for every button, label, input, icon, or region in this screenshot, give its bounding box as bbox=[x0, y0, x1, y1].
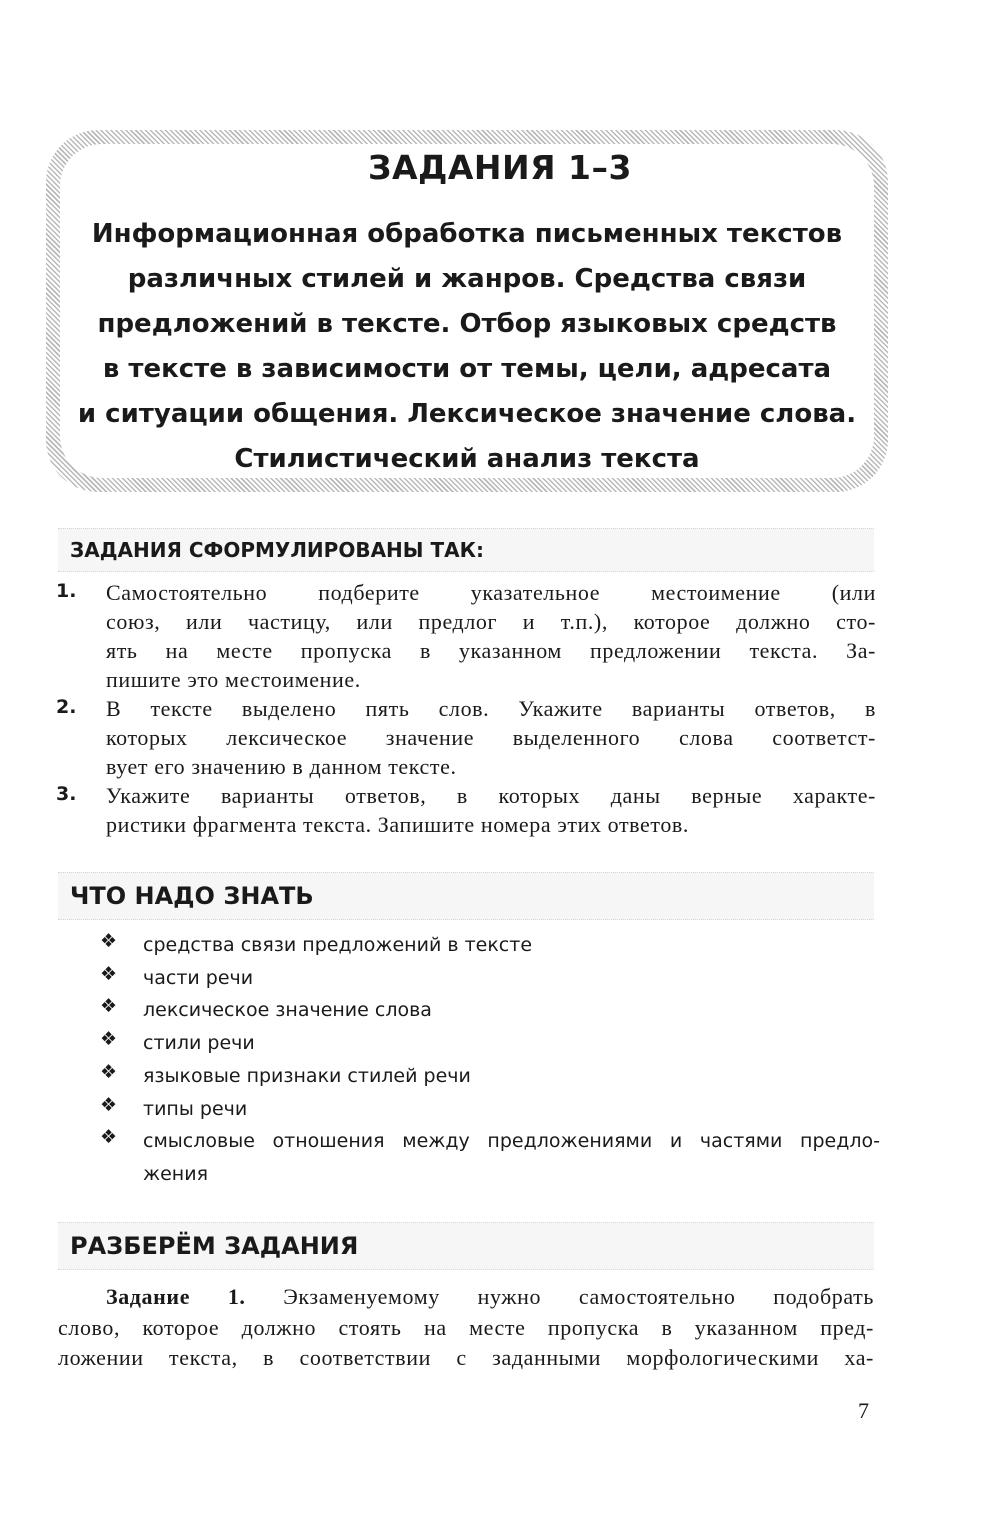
item-text bbox=[106, 694, 876, 781]
item-number: 3. bbox=[56, 783, 77, 805]
diamond-bullet-icon: ❖ bbox=[100, 962, 118, 985]
section-heading: РАЗБЕРЁМ ЗАДАНИЯ bbox=[70, 1232, 359, 1260]
bullet-text: стили речи bbox=[143, 1032, 255, 1055]
item-text bbox=[106, 781, 876, 839]
bullet-text: жения bbox=[143, 1162, 209, 1185]
section-header-need-to-know bbox=[58, 872, 874, 920]
text-line: ристики фрагмента текста. Запишите номера этих ответов. bbox=[106, 812, 690, 837]
text-line: слово, которое должно стоять на месте пропуска в указанном пред- bbox=[58, 1314, 874, 1340]
diamond-bullet-icon: ❖ bbox=[100, 1126, 118, 1149]
bullet-text: смысловые отношения между предложениями и частями предло- bbox=[143, 1130, 880, 1153]
knowledge-list bbox=[100, 929, 880, 1191]
section-heading: ЧТО НАДО ЗНАТЬ bbox=[70, 882, 314, 910]
analysis-paragraph bbox=[58, 1282, 874, 1374]
text-line: В тексте выделено пять слов. Укажите варианты ответов, в bbox=[106, 696, 876, 721]
text-line: Укажите варианты ответов, в которых даны верные характе- bbox=[106, 783, 876, 808]
subtitle-line: и ситуации общения. Лексическое значение слова. bbox=[77, 399, 857, 429]
task-label: Задание 1. bbox=[106, 1284, 246, 1309]
subtitle-line: различных стилей и жанров. Средства связи bbox=[127, 264, 807, 294]
list-item bbox=[56, 694, 876, 781]
item-number: 1. bbox=[56, 580, 77, 602]
list-item bbox=[100, 929, 880, 962]
list-item bbox=[100, 1060, 880, 1093]
list-item bbox=[100, 1027, 880, 1060]
subtitle-line: Стилистический анализ текста bbox=[234, 444, 700, 474]
diamond-bullet-icon: ❖ bbox=[100, 1093, 118, 1116]
text-fragment: Экзаменуемому нужно самостоятельно подобрать bbox=[245, 1284, 874, 1309]
item-number: 2. bbox=[56, 696, 77, 718]
diamond-bullet-icon: ❖ bbox=[100, 1028, 118, 1051]
text-line: пишите это местоимение. bbox=[106, 667, 361, 692]
text-line bbox=[58, 1282, 874, 1313]
item-text bbox=[106, 578, 876, 694]
section-header-formulated bbox=[58, 528, 874, 572]
bullet-text: языковые признаки стилей речи bbox=[143, 1064, 471, 1087]
diamond-bullet-icon: ❖ bbox=[100, 930, 118, 952]
title-subtitle bbox=[50, 212, 884, 482]
text-line: Самостоятельно подберите указательное местоимение (или bbox=[106, 580, 876, 605]
subtitle-line: в тексте в зависимости от темы, цели, адресата bbox=[102, 354, 832, 384]
section-heading: ЗАДАНИЯ СФОРМУЛИРОВАНЫ ТАК: bbox=[70, 538, 484, 562]
text-line: вует его значению в данном тексте. bbox=[106, 754, 457, 779]
text-line: которых лексическое значение выделенного слова соответст- bbox=[106, 725, 876, 750]
list-item bbox=[100, 1125, 880, 1190]
list-item bbox=[56, 578, 876, 694]
page-number: 7 bbox=[858, 1398, 869, 1423]
section-header-analysis bbox=[58, 1222, 874, 1270]
diamond-bullet-icon: ❖ bbox=[100, 1060, 118, 1083]
bullet-text: лексическое значение слова bbox=[143, 999, 432, 1022]
subtitle-line: Информационная обработка письменных текстов bbox=[91, 219, 843, 249]
list-item bbox=[100, 962, 880, 995]
list-item bbox=[100, 1093, 880, 1126]
bullet-text: средства связи предложений в тексте bbox=[143, 934, 533, 956]
text-line: ложении текста, в соответствии с заданными морфологическими ха- bbox=[58, 1345, 874, 1370]
list-item bbox=[100, 994, 880, 1027]
text-line: союз, или частицу, или предлог и т.п.), которое должно сто- bbox=[106, 609, 876, 634]
bullet-text: типы речи bbox=[143, 1097, 248, 1120]
diamond-bullet-icon: ❖ bbox=[100, 995, 118, 1018]
list-item bbox=[56, 781, 876, 839]
bullet-text: части речи bbox=[143, 966, 254, 989]
page-title: ЗАДАНИЯ 1–3 bbox=[368, 148, 632, 187]
subtitle-line: предложений в тексте. Отбор языковых средств bbox=[97, 309, 837, 339]
task-formulation-list bbox=[56, 578, 876, 839]
text-line: ять на месте пропуска в указанном предложении текста. За- bbox=[106, 638, 876, 663]
